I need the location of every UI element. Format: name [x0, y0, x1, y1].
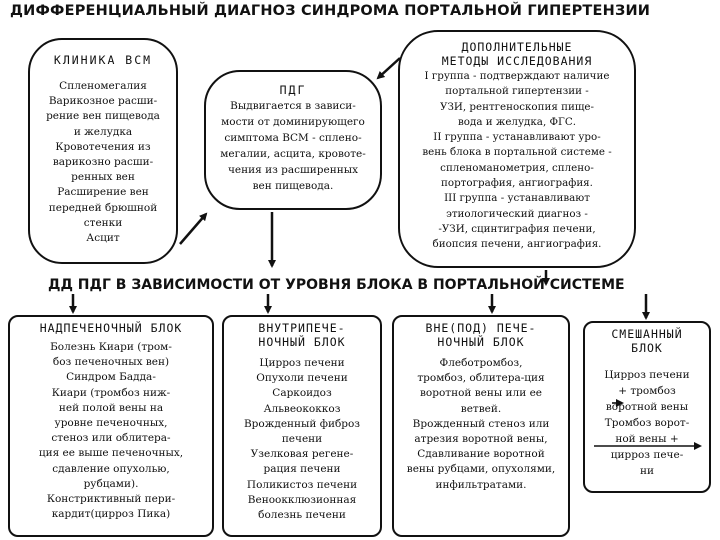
arrow-methods-to-pdg: [378, 58, 400, 78]
diagram-title: ДИФФЕРЕНЦИАЛЬНЫЙ ДИАГНОЗ СИНДРОМА ПОРТАЛЬНОЙ ГИПЕРТЕНЗИИ: [10, 3, 651, 19]
block-intrahepatic-text: Цирроз печени Опухоли печени Саркоидоз Альвеококкоз Врожденный фиброз печени Узелковая регене- рация печени Поликистоз печени Веноокклюзионная болезнь печени: [243, 357, 361, 522]
pdg-text: Выдвигается в зависи- мости от доминирующего симптома ВСМ - сплено- мегалии, асцита, кровоте- чения из расширенных вен пищевода.: [220, 100, 366, 192]
section-subtitle: ДД ПДГ В ЗАВИСИМОСТИ ОТ УРОВНЯ БЛОКА В ПОРТАЛЬНОЙ СИСТЕМЕ: [48, 277, 625, 293]
clinic-item-varicose-veins: Варикозное расши- рение вен пищевода и желудка: [46, 95, 160, 138]
methods-text: I группа - подтверждают наличие портальной гипертензии - УЗИ, рентгеноскопия пище- вода и желудка, ФГС. II группа - устанавливают уро- вень блока в портальной системе - спленоманометрия, сплено- портография, ангиография. III группа - устанавливают этиологический диагноз - -УЗИ, сцинтиграфия печени, биопсия печени, ангиография.: [422, 70, 612, 251]
clinic-item-splenomegaly: Спленомегалия: [59, 80, 147, 92]
pdg-heading: ПДГ: [279, 83, 307, 97]
arrow-clinic-to-pdg: [180, 214, 206, 244]
clinic-item-ascites: Асцит: [86, 232, 120, 245]
block-suprahepatic-heading: НАДПЕЧЕНОЧНЫЙ БЛОК: [39, 321, 183, 335]
methods-heading: ДОПОЛНИТЕЛЬНЫЕ МЕТОДЫ ИССЛЕДОВАНИЯ: [441, 40, 593, 68]
block-intrahepatic-heading: ВНУТРИПЕЧЕ- НОЧНЫЙ БЛОК: [258, 321, 346, 349]
clinic-item-bleeding: Кровотечения из варикозно расши- ренных вен: [52, 140, 154, 184]
block-subhepatic-heading: ВНЕ(ПОД) ПЕЧЕ- НОЧНЫЙ БЛОК: [425, 321, 537, 349]
block-mixed-text: Цирроз печени + тромбоз воротной вены Тромбоз ворот- ной вены + цирроз пече- ни: [604, 369, 690, 477]
clinic-heading: КЛИНИКА ВСМ: [53, 53, 153, 67]
block-subhepatic-text: Флеботромбоз, тромбоз, облитера-ция воротной вены или ее ветвей. Врожденный стеноз или атрезия воротной вены, Сдавливание воротной вены рубцами, опухолями, инфильтратами.: [406, 357, 556, 491]
block-suprahepatic-text: Болезнь Киари (тром- боз печеночных вен) Синдром Бадда- Киари (тромбоз ниж- ней полой вены на уровне печеночных, стеноз или облитера- ция ее выше печеночных, сдавление опухолью, рубцами). Констриктивный пери- кардит(цирроз Пика): [38, 341, 184, 521]
block-mixed-heading: СМЕШАННЫЙ БЛОК: [611, 327, 683, 355]
clinic-item-abdominal-veins: Расширение вен передней брюшной стенки: [48, 186, 158, 229]
